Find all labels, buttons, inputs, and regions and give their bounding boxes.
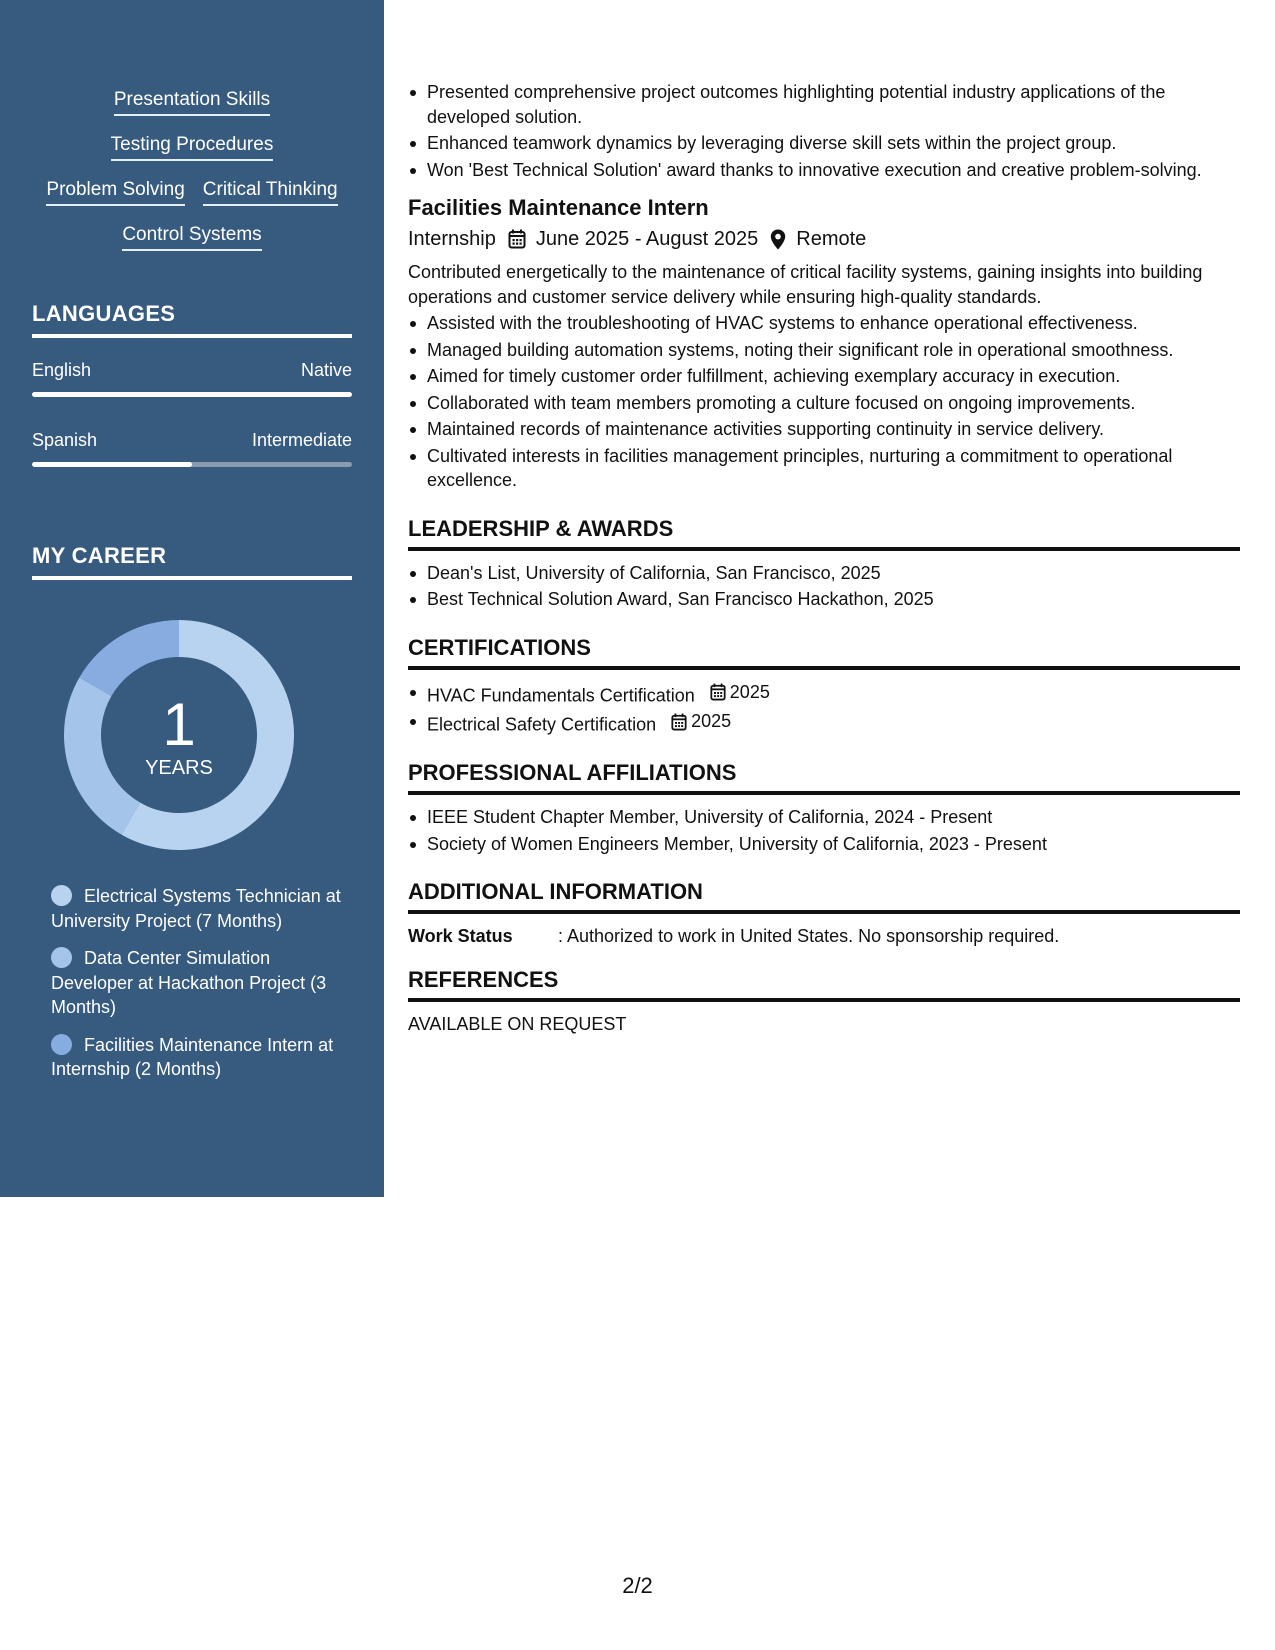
main-content [408,80,1240,1036]
work-status-value: : Authorized to work in United States. No sponsorship required. [558,926,1060,946]
career-total-number: 1 [162,691,196,758]
skill-tag: Control Systems [122,223,261,251]
career-legend [51,884,341,1095]
affiliations-list [408,805,1240,856]
language-item [32,428,352,467]
calendar-icon [710,683,726,701]
skills-row [20,178,364,223]
work-status-row [408,924,1240,948]
bullet-item: Collaborated with team members promoting a culture focused on ongoing improvements. [408,391,1240,416]
job-description: Contributed energetically to the maintenance of critical facility systems, gaining insights into building operations and customer service delivery while ensuring high-quality standards. [408,262,1203,307]
certification-name: Electrical Safety Certification [427,714,657,735]
career-heading: MY CAREER [32,542,352,580]
career-legend-item [51,1033,341,1082]
language-name: English [32,360,92,380]
references-heading: REFERENCES [408,966,1240,1002]
bullet-item: Cultivated interests in facilities management principles, nurturing a commitment to operational excellence. [408,444,1240,493]
languages-heading: LANGUAGES [32,300,352,338]
skills-row [20,133,364,178]
page-number: 2/2 [622,1573,653,1598]
certification-item [408,709,1240,737]
references-text: AVAILABLE ON REQUEST [408,1014,627,1034]
career-legend-item [51,946,341,1020]
calendar-icon [671,713,687,731]
language-level: Intermediate [251,430,352,450]
skills-row [20,88,364,133]
language-proficiency-fill [32,392,352,397]
certifications-list [408,680,1240,738]
skill-tag: Presentation Skills [114,88,270,116]
career-total-unit: YEARS [145,757,213,779]
affiliations-heading: PROFESSIONAL AFFILIATIONS [408,759,1240,795]
award-item: Dean's List, University of California, San Francisco, 2025 [408,561,1240,586]
job-bullets [408,311,1240,493]
language-proficiency-bar [32,462,352,467]
language-item [32,358,352,397]
previous-job-bullets [408,80,1240,182]
additional-info-heading: ADDITIONAL INFORMATION [408,878,1240,914]
certifications-heading: CERTIFICATIONS [408,634,1240,670]
bullet-item: Maintained records of maintenance activities supporting continuity in service delivery. [408,417,1240,442]
career-legend-item [51,884,341,933]
certification-year: 2025 [729,681,770,702]
bullet-item: Won 'Best Technical Solution' award thanks to innovative execution and creative problem-solving. [408,158,1240,183]
language-proficiency-bar [32,392,352,397]
certification-name: HVAC Fundamentals Certification [427,684,695,705]
language-name: Spanish [32,430,98,450]
affiliation-item: IEEE Student Chapter Member, University of California, 2024 - Present [408,805,1240,830]
bullet-item: Presented comprehensive project outcomes highlighting potential industry applications of the developed solution. [408,80,1240,129]
award-item: Best Technical Solution Award, San Francisco Hackathon, 2025 [408,587,1240,612]
job-title: Facilities Maintenance Intern [408,195,709,220]
leadership-heading: LEADERSHIP & AWARDS [408,515,1240,551]
bullet-item: Aimed for timely customer order fulfillment, achieving exemplary accuracy in execution. [408,364,1240,389]
legend-dot-icon [51,1034,72,1055]
affiliation-item: Society of Women Engineers Member, University of California, 2023 - Present [408,832,1240,857]
career-legend-label: Facilities Maintenance Intern at Internship (2 Months) [51,1034,334,1079]
career-legend-label: Electrical Systems Technician at University Project (7 Months) [51,886,341,931]
work-status-label: Work Status [408,926,513,946]
donut-segment [79,620,179,696]
career-legend-label: Data Center Simulation Developer at Hackathon Project (3 Months) [51,948,327,1017]
location-pin-icon [770,229,786,250]
certification-item [408,680,1240,708]
job-company: Internship [408,228,496,250]
bullet-item: Managed building automation systems, noting their significant role in operational smoothness. [408,338,1240,363]
skill-tag: Critical Thinking [203,178,338,206]
leadership-list [408,561,1240,612]
legend-dot-icon [51,885,72,906]
skills-list [20,88,364,268]
legend-dot-icon [51,947,72,968]
skill-tag: Testing Procedures [111,133,274,161]
language-proficiency-fill [32,462,192,467]
certification-year: 2025 [691,711,732,732]
job-dates: June 2025 - August 2025 [535,228,759,250]
bullet-item: Enhanced teamwork dynamics by leveraging diverse skill sets within the project group. [408,131,1240,156]
job-meta [408,226,1240,252]
sidebar [0,0,384,1197]
skills-row [20,223,364,268]
calendar-icon [508,229,526,249]
skill-tag: Problem Solving [46,178,184,206]
language-level: Native [300,360,352,380]
bullet-item: Assisted with the troubleshooting of HVAC systems to enhance operational effectiveness. [408,311,1240,336]
job-location: Remote [796,228,867,250]
